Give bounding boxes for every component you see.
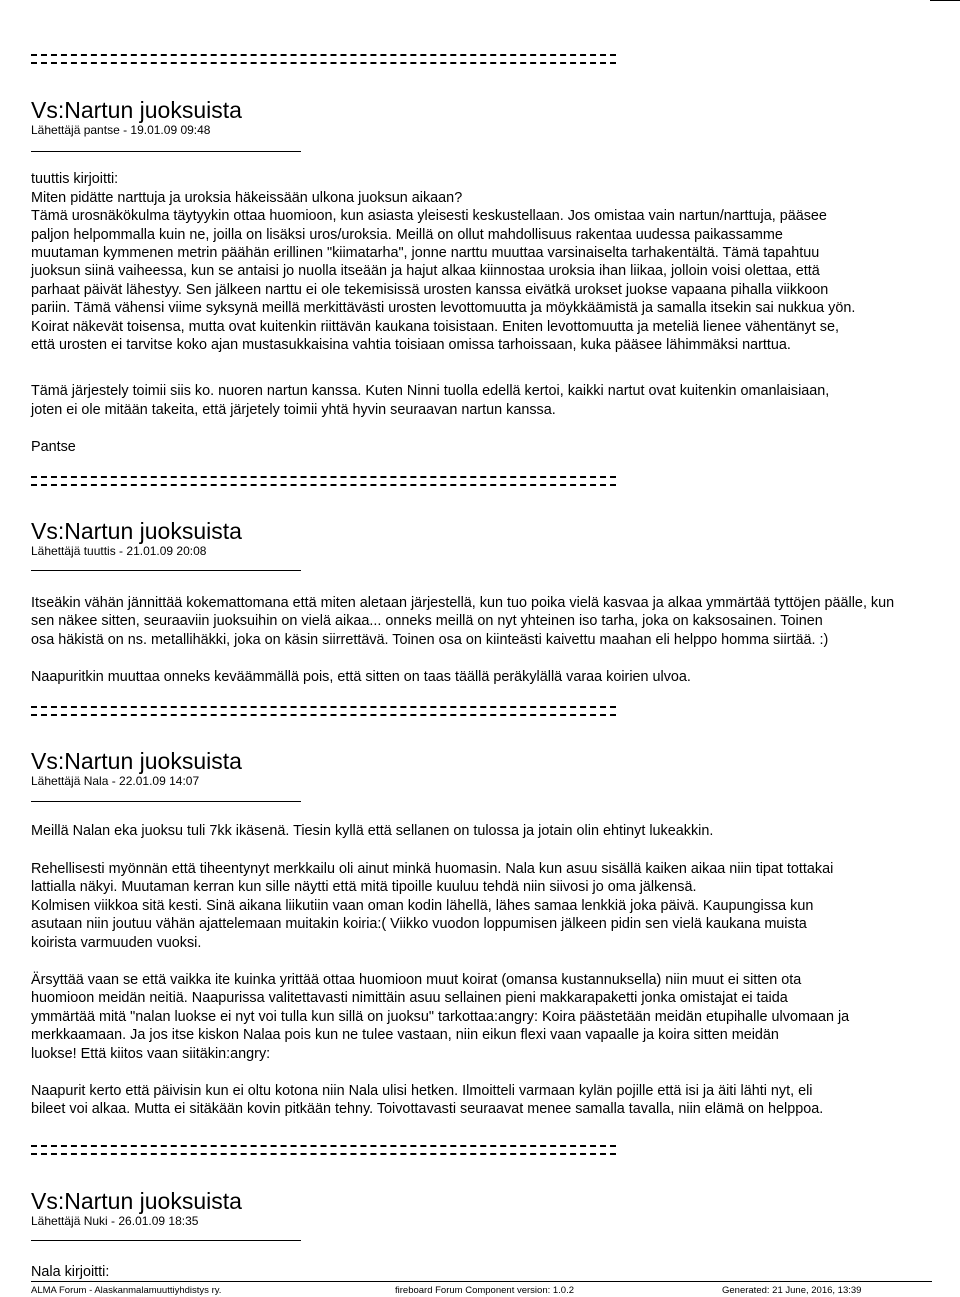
body-line: Tämä urosnäkökulma täytyykin ottaa huomioon, kun asiasta yleisesti keskustellaan. Jos omistaa vain nartun/narttuja, pääsee bbox=[31, 208, 827, 224]
body-line: ymmärtää mitä "nalan luokse ei nyt voi tulla kun sillä on juoksu" tarkottaa:angry: Koira päästetään meidän etupihalle ulvomaan ja bbox=[31, 1009, 850, 1025]
footer-rule bbox=[31, 1281, 932, 1282]
post-separator bbox=[31, 706, 616, 716]
top-right-rule bbox=[930, 0, 960, 1]
body-line: asutaan niin joutuu vähän ajattelemaan muitakin koiria:( Viikko vuodon loppumisen jälkeen pidin sen vielä kaukana muista bbox=[31, 916, 807, 932]
body-line: juoksun siinä vaiheessa, kun se antaisi jo nuolla itseään ja hajut alkaa kiinnostaa uroksia ihan liikaa, jolloin voisi olettaa, että bbox=[31, 263, 820, 279]
quote-header: Nala kirjoitti: bbox=[31, 1264, 110, 1280]
post-title: Vs:Nartun juoksuista bbox=[31, 1188, 242, 1214]
post-title: Vs:Nartun juoksuista bbox=[31, 748, 242, 774]
post-separator bbox=[31, 54, 616, 64]
body-line: Koirat näkevät toisensa, mutta ovat kuitenkin riittävän kaukana toisistaan. Eniten levottomuutta ja meteliä lienee vähentänyt se, bbox=[31, 319, 839, 335]
footer-component-version: fireboard Forum Component version: 1.0.2 bbox=[395, 1285, 575, 1296]
post-author-date: Lähettäjä Nala - 22.01.09 14:07 bbox=[31, 774, 200, 788]
body-line: huomioon meidän neitiä. Naapurissa valitettavasti nimittäin asuu sellainen pieni makkarapaketti jonka omistajat ei taida bbox=[31, 990, 788, 1006]
body-line: Ärsyttää vaan se että vaikka ite kuinka yrittää ottaa huomioon muut koirat (omansa kustannuksella) niin muut ei sitten ota bbox=[31, 972, 802, 988]
body-line: parhaat päivät lähestyy. Sen jälkeen narttu ei ole tekemisissä urosten kanssa eivätkä urokset juokse vapaana pihalla viikkoon bbox=[31, 282, 829, 298]
body-line: Naapuritkin muuttaa onneks keväämmällä pois, että sitten on taas täällä peräkylällä varaa koirien ulvoa. bbox=[31, 669, 691, 685]
post-title: Vs:Nartun juoksuista bbox=[31, 518, 242, 544]
post-separator bbox=[31, 1145, 616, 1155]
body-line: bileet voi alkaa. Mutta ei sitäkään kovin pitkään tehny. Toivottavasti seuraavat menee samalla tavalla, niin elämä on helppoa. bbox=[31, 1101, 824, 1117]
body-line: koirista varmuuden vuoksi. bbox=[31, 935, 202, 951]
body-line: paljon helpommalla kuin ne, joilla on lisäksi uros/uroksia. Meillä on ollut mahdollisuus rakentaa uudessa paikassamme bbox=[31, 227, 783, 243]
body-line: Itseäkin vähän jännittää kokemattomana että miten aletaan järjestellä, kun tuo poika vielä kasvaa ja alkaa ymmärtää tyttöjen päälle, kun bbox=[31, 595, 895, 611]
body-line: pariin. Tämä vähensi viime syksynä meillä merkittävästi urosten levottomuutta ja möykkäämistä ja samalla itsekin sai nukkua yön. bbox=[31, 300, 856, 316]
body-line: Kolmisen viikkoa sitä kesti. Sinä aikana liikutiin vaan oman kodin lähellä, lähes samaa lenkkiä joka päivä. Kaupungissa kun bbox=[31, 898, 814, 914]
body-line: Miten pidätte narttuja ja uroksia häkeissään ulkona juoksun aikaan? bbox=[31, 190, 463, 206]
post-divider bbox=[31, 801, 301, 802]
quote-header: tuuttis kirjoitti: bbox=[31, 171, 119, 187]
post-author-date: Lähettäjä Nuki - 26.01.09 18:35 bbox=[31, 1214, 199, 1228]
post-author-date: Lähettäjä pantse - 19.01.09 09:48 bbox=[31, 123, 211, 137]
post-title: Vs:Nartun juoksuista bbox=[31, 97, 242, 123]
post-divider bbox=[31, 151, 301, 152]
post-separator bbox=[31, 476, 616, 486]
post-divider bbox=[31, 1240, 301, 1241]
body-line: osa häkistä on ns. metallihäkki, joka on käsin siirrettävä. Toinen osa on kiinteästi kaivettu maahan eli helppo homma siirtää. :) bbox=[31, 632, 829, 648]
body-line: Rehellisesti myönnän että tiheentynyt merkkailu oli ainut minkä huomasin. Nala kun asuu sisällä kaiken aikaa niin tipat tottakai bbox=[31, 861, 834, 877]
body-line: Tämä järjestely toimii siis ko. nuoren nartun kanssa. Kuten Ninni tuolla edellä kertoi, kaikki nartut ovat kuitenkin omanlaisiaan, bbox=[31, 383, 830, 399]
body-line: Meillä Nalan eka juoksu tuli 7kk ikäsenä. Tiesin kyllä että sellanen on tulossa ja jotain olin ehtinyt lukeakkin. bbox=[31, 823, 714, 839]
post-divider bbox=[31, 570, 301, 571]
body-line: sen näkee sitten, seuraaviin juoksuihin on vielä aikaa... onneks meillä on nyt yhteinen iso tarha, joka on kaksosainen. Toinen bbox=[31, 613, 823, 629]
body-line: Naapurit kerto että päivisin kun ei oltu kotona niin Nala ulisi hetken. Ilmoitteli varmaan kylän pojille että isi ja äiti lähti nyt, eli bbox=[31, 1083, 813, 1099]
post-author-date: Lähettäjä tuuttis - 21.01.09 20:08 bbox=[31, 544, 207, 558]
body-line: merkkaamaan. Ja jos itse kiskon Nalaa pois kun ne tulee vastaan, niin eikun flexi vaan vapaalle ja koira sitten meidän bbox=[31, 1027, 779, 1043]
body-line: joten ei ole mitään takeita, että järjetely toimii yhtä hyvin seuraavan nartun kanssa. bbox=[31, 402, 556, 418]
footer-generated-date: Generated: 21 June, 2016, 13:39 bbox=[722, 1285, 862, 1296]
body-line: luokse! Että kiitos vaan siitäkin:angry: bbox=[31, 1046, 271, 1062]
post-signature: Pantse bbox=[31, 439, 76, 455]
footer-site-name: ALMA Forum - Alaskanmalamuuttiyhdistys ry. bbox=[31, 1285, 222, 1296]
body-line: että urosten ei tarvitse koko ajan mustasukkaisina vahtia toisiaan omissa tarhoissaan, kuka pääsee lähimmäksi narttua. bbox=[31, 337, 791, 353]
body-line: muutaman kymmenen metrin päähän erillinen "kiimatarha", jonne narttu muuttaa varsinaiselta tarhakentältä. Tämä tapahtuu bbox=[31, 245, 820, 261]
body-line: lattialla näkyi. Muutaman kerran kun sille näytti että mitä tipoille kuuluu tehdä niin siivosi jo oma jälkensä. bbox=[31, 879, 697, 895]
